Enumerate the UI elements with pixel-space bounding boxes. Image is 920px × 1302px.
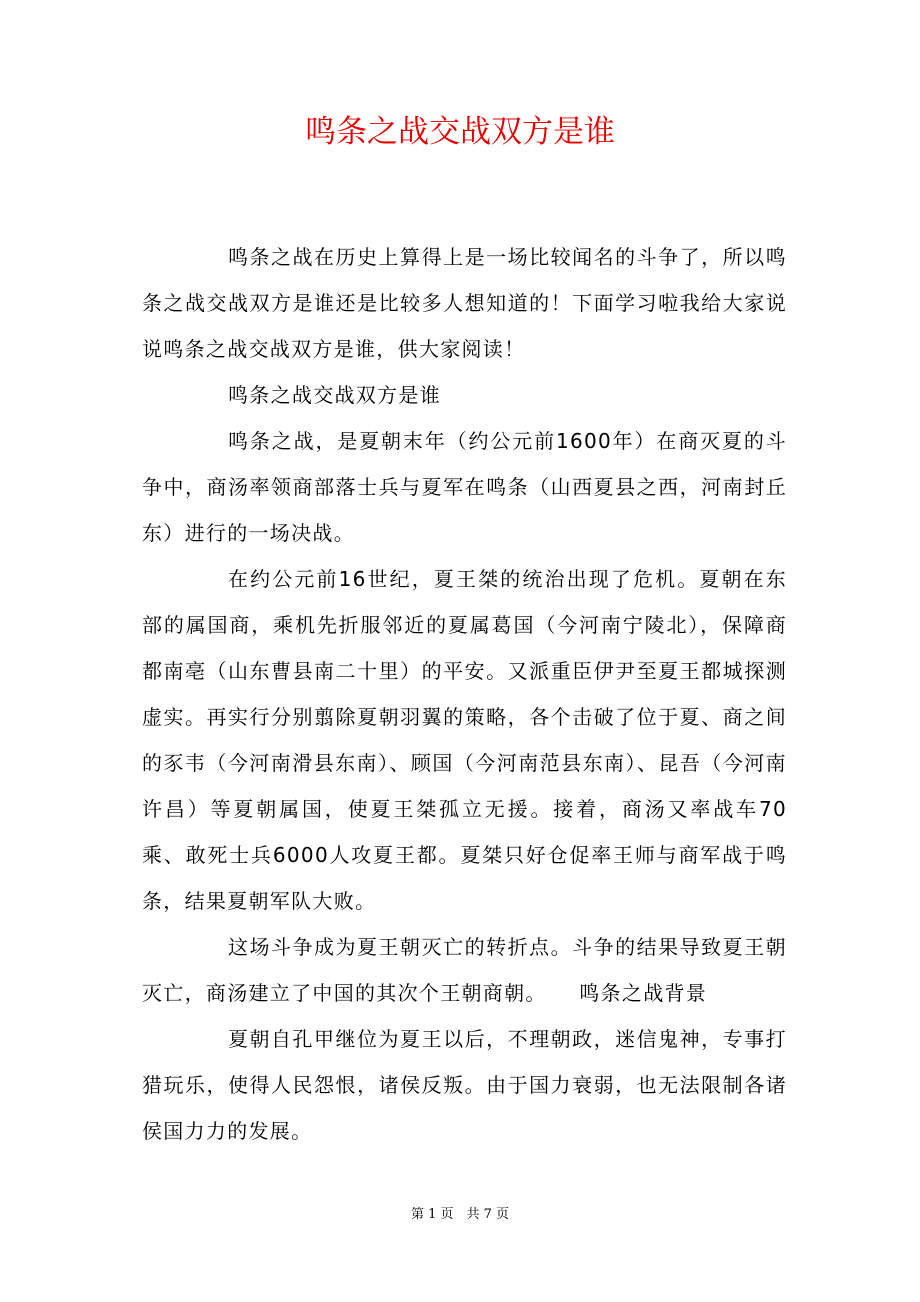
page-footer xyxy=(0,1206,920,1224)
document-title: 鸣条之战交战双方是谁 xyxy=(305,114,615,150)
paragraph-outcome: 这场斗争成为夏王朝灭亡的转折点。斗争的结果导致夏王朝灭亡，商汤建立了中国的其次个王朝商朝。 鸣条之战背景 xyxy=(142,935,787,1005)
document-body xyxy=(142,234,787,1154)
paragraph-background: 夏朝自孔甲继位为夏王以后，不理朝政，迷信鬼神，专事打猎玩乐，使得人民怨恨，诸侯反叛。由于国力衰弱，也无法限制各诸侯国力力的发展。 xyxy=(142,1027,787,1143)
paragraph-history: 在约公元前16世纪，夏王桀的统治出现了危机。夏朝在东部的属国商，乘机先折服邻近的夏属葛国（今河南宁陵北），保障商都南亳（山东曹县南二十里）的平安。又派重臣伊尹至夏王都城探测虚实。再实行分别翦除夏朝羽翼的策略，各个击破了位于夏、商之间的豕韦（今河南滑县东南）、顾国（今河南范县东南）、昆吾（今河南许昌）等夏朝属国，使夏王桀孤立无援。接着，商汤又率战车70乘、敢死士兵6000人攻夏王都。夏桀只好仓促率王师与商军战于鸣条，结果夏朝军队大败。 xyxy=(142,567,787,913)
paragraph-definition: 鸣条之战，是夏朝末年（约公元前1600年）在商灭夏的斗争中，商汤率领商部落士兵与夏军在鸣条（山西夏县之西，河南封丘东）进行的一场决战。 xyxy=(142,429,787,545)
paragraph-intro: 鸣条之战在历史上算得上是一场比较闻名的斗争了，所以鸣条之战交战双方是谁还是比较多人想知道的！下面学习啦我给大家说说鸣条之战交战双方是谁，供大家阅读！ xyxy=(142,245,787,361)
page-number-label: 第 1 页 共 7 页 xyxy=(410,1207,510,1222)
paragraph-subheading: 鸣条之战交战双方是谁 xyxy=(228,383,441,407)
